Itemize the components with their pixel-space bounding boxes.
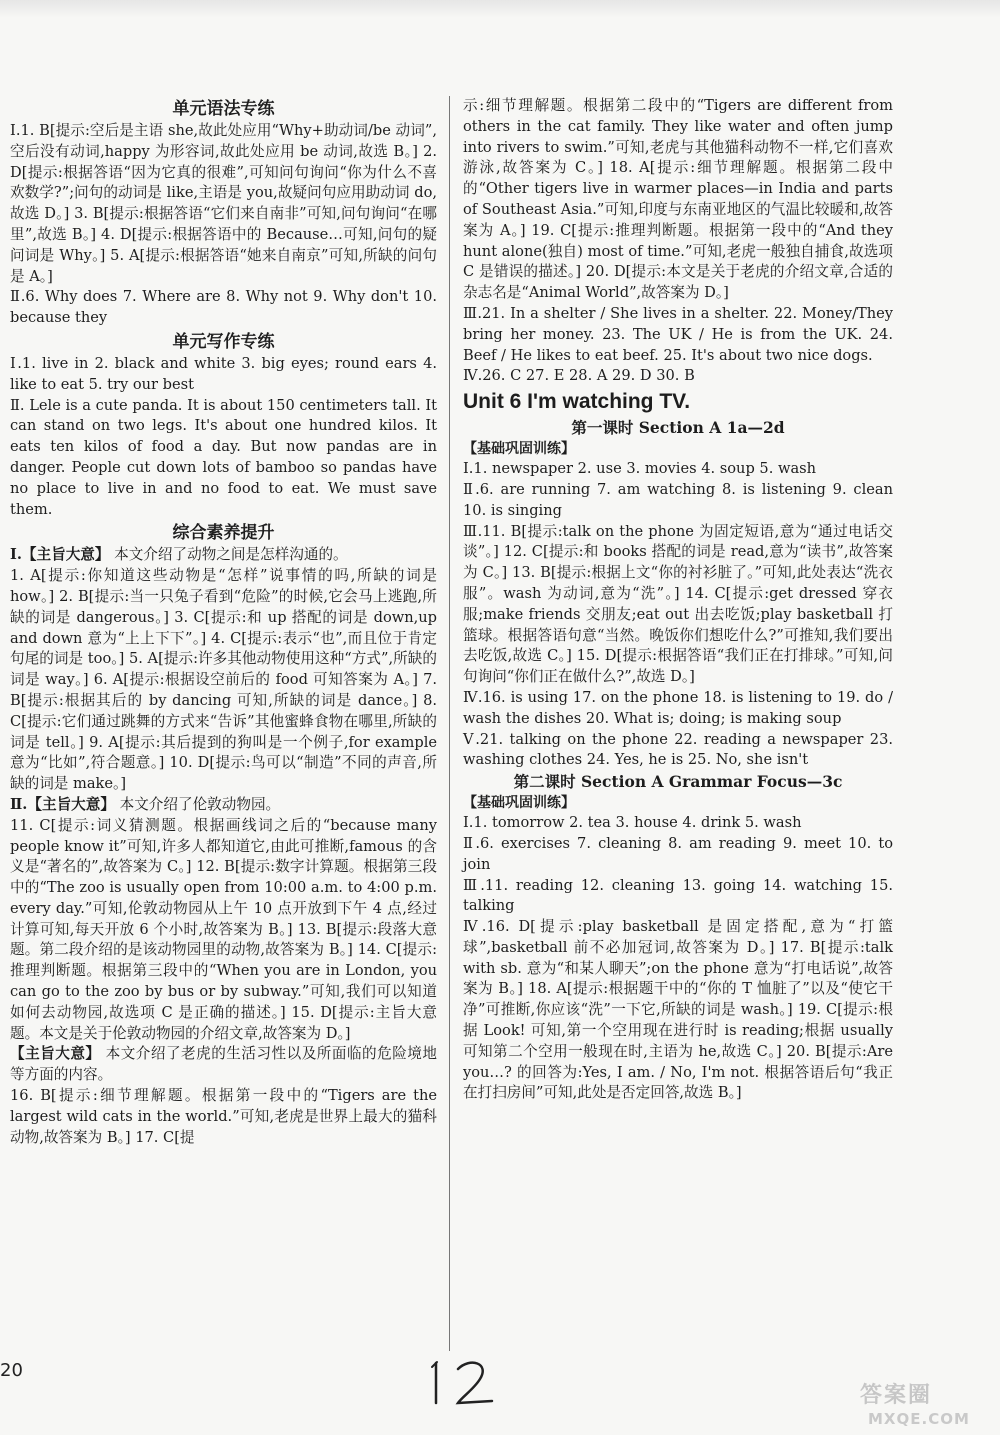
lesson-2-part-2: Ⅱ.6. exercises 7. cleaning 8. am reading 9. meet 10. to join: [463, 834, 893, 873]
watermark-top: 答案圈: [860, 1383, 933, 1408]
section-4-answers: Ⅳ.26. C 27. E 28. A 29. D 30. B: [463, 367, 695, 385]
main-idea-1-tag: Ⅰ.【主旨大意】: [10, 546, 110, 564]
lesson-2-subheading: 【基础巩固训练】: [463, 795, 575, 812]
comprehensive-heading: 综合素养提升: [172, 523, 275, 544]
writing-heading: 单元写作专练: [172, 331, 275, 352]
watermark-bottom: MXQE.COM: [868, 1410, 970, 1428]
lesson-1-part-3: Ⅲ.11. B[提示:talk on the phone 为固定短语,意为“通过电话交谈”。] 12. C[提示:和 books 搭配的词是 read,意为“读书”,故答案为 C。] 13. B[提示:根据上文“你的衬衫脏了。”可知,此处表达“洗衣服”。wash 为动词,意为“洗”。] 14. C[提示:get dressed 穿衣服;make friends 交朋友;eat out 出去吃饭;play basketball 打篮球。根据答语句意“当然。晚饭你们想吃什么?”可推知,我们要出去吃饭,故选 C。] 15. D[提示:根据答语“我们正在打排球。”可知,问句询问“你们正在做什么?”,故选 D。]: [463, 522, 893, 686]
lesson-1-part-1: Ⅰ.1. newspaper 2. use 3. movies 4. soup 5. wash: [463, 460, 817, 478]
right-column: [463, 96, 893, 1104]
lesson-1-part-5: Ⅴ.21. talking on the phone 22. reading a newspaper 23. washing clothes 24. Yes, he is 25. No, she isn't: [463, 730, 893, 769]
main-idea-3-tag: 【主旨大意】: [10, 1045, 101, 1063]
lesson-2-heading: 第二课时 Section A Grammar Focus—3c: [513, 772, 843, 792]
column-divider: [449, 96, 450, 1351]
main-idea-3: [10, 1044, 437, 1086]
lesson-1-subheading: 【基础巩固训练】: [463, 441, 575, 458]
main-idea-1: [10, 545, 437, 566]
main-idea-2-tag: Ⅱ.【主旨大意】: [10, 795, 115, 813]
unit-title: Unit 6 I'm watching TV.: [463, 390, 691, 414]
lesson-1-part-2: Ⅱ.6. are running 7. am watching 8. is listening 9. clean 10. is singing: [463, 480, 893, 519]
main-idea-2-text: 本文介绍了伦敦动物园。: [119, 795, 281, 813]
main-idea-1-text: 本文介绍了动物之间是怎样沟通的。: [114, 546, 348, 564]
handwritten-page-mark: [418, 1355, 506, 1407]
answers-17-20-cont: 示:细节理解题。根据第二段中的“Tigers are different from others in the cat family. They like water and often jump into rivers to swim.”可知,老虎与其他猫科动物不一样,它们喜欢游泳,故答案为 C。] 18. A[提示:细节理解题。根据第二段中的“Other tigers live in warmer places—in India and parts of Southeast Asia.”可知,印度与东南亚地区的气温比较暖和,故答案为 A。] 19. C[提示:推理判断题。根据第一段中的“And they hunt alone(独自) most of time.”可知,老虎一般独自捕食,故选项 C 是错误的描述。] 20. D[提示:本文是关于老虎的介绍文章,合适的杂志名是“Animal World”,故答案为 D。]: [463, 97, 893, 302]
answers-1-10: 1. A[提示:你知道这些动物是“怎样”说事情的吗,所缺的词是 how。] 2. B[提示:当一只兔子看到“危险”的时候,它会马上逃跑,所缺的词是 dangerous。] 3. C[提示:和 up 搭配的词是 down,up and down 意为“上上下下”。] 4. C[提示:表示“也”,而且位于肯定句尾的词是 too。] 5. A[提示:许多其他动物使用这种“方式”,所缺的词是 way。] 6. A[提示:根据设空前后的 food 可知答案为 A。] 7. B[提示:根据其后的 by dancing 可知,所缺的词是 dance。] 8. C[提示:它们通过跳舞的方式来“告诉”其他蜜蜂食物在哪里,所缺的词是 tell。] 9. A[提示:其后提到的狗叫是一个例子,for example 意为“比如”,符合题意。] 10. D[提示:鸟可以“制造”不同的声音,所缺的词是 make。]: [10, 567, 437, 793]
grammar-section-2: Ⅱ.6. Why does 7. Where are 8. Why not 9. Why don't 10. because they: [10, 288, 437, 327]
page-number: 20: [0, 1360, 23, 1381]
main-idea-3-text: 本文介绍了老虎的生活习性以及所面临的危险境地等方面的内容。: [10, 1045, 437, 1084]
grammar-heading: 单元语法专练: [172, 99, 275, 119]
answers-16-17: 16. B[提示:细节理解题。根据第一段中的“Tigers are the largest wild cats in the world.”可知,老虎是世界上最大的猫科动物,故答案为 B。] 17. C[提: [10, 1087, 437, 1146]
lesson-1-heading: 第一课时 Section A 1a—2d: [571, 418, 785, 438]
main-idea-2: [10, 795, 437, 816]
lesson-2-part-1: Ⅰ.1. tomorrow 2. tea 3. house 4. drink 5. wash: [463, 814, 802, 832]
writing-section-1: Ⅰ.1. live in 2. black and white 3. big eyes; round ears 4. like to eat 5. try our best: [10, 354, 437, 393]
answers-11-15: 11. C[提示:词义猜测题。根据画线词之后的“because many people know it”可知,许多人都知道它,由此可推断,famous 的含义是“著名的”,故答案为 C。] 12. B[提示:数字计算题。根据第三段中的“The zoo is usually open from 10:00 a.m. to 4:00 p.m. every day.”可知,伦敦动物园从上午 10 点开放到下午 4 点,经过计算可知,每天开放 6 个小时,故答案为 B。] 13. B[提示:段落大意题。第二段介绍的是该动物园里的动物,故答案为 B。] 14. C[提示:推理判断题。根据第三段中的“When you are in London, you can go to the zoo by bus or by subway.”可知,我们可以知道如何去动物园,故选项 C 是正确的描述。] 15. D[提示:主旨大意题。本文是关于伦敦动物园的介绍文章,故答案为 D。]: [10, 816, 437, 1042]
section-3-answers: Ⅲ.21. In a shelter / She lives in a shelter. 22. Money/They bring her money. 23. The UK / He is from the UK. 24. Beef / He likes to eat beef. 25. It's about two nice dogs.: [463, 304, 893, 364]
lesson-2-part-4: Ⅳ.16. D[提示:play basketball 是固定搭配,意为“打篮球”,basketball 前不必加冠词,故答案为 D。] 17. B[提示:talk with sb. 意为“和某人聊天”;on the phone 意为“打电话说”,故答案为 B。] 18. A[提示:根据题干中的“你的 T 恤脏了”以及“使它干净”可推断,你应该“洗”一下它,所缺的词是 wash。] 19. C[提示:根据 Look! 可知,第一个空用现在进行时 is reading;根据 usually 可知第二个空用一般现在时,主语为 he,故选 C。] 20. B[提示:Are you…? 的回答为:Yes, I am. / No, I'm not. 根据答语后句“我正在打扫房间”可知,此处是否定回答,故选 B。]: [463, 918, 893, 1102]
left-column: [10, 96, 437, 1148]
grammar-section-1: Ⅰ.1. B[提示:空后是主语 she,故此处应用“Why+助动词/be 动词”,空后没有动词,happy 为形容词,故此处应用 be 动词,故选 B。] 2. D[提示:根据答语“因为它真的很难”,可知问句询问“你为什么不喜欢数学?”;问句的动词是 like,主语是 you,故疑问句应用助动词 do,故选 D。] 3. B[提示:根据答语“它们来自南非”可知,问句询问“在哪里”,故选 B。] 4. D[提示:根据答语中的 Because…可知,问句的疑问词是 Why。] 5. A[提示:根据答语“她来自南京”可知,所缺的问句是 A。]: [10, 122, 437, 285]
scan-shadow: [0, 0, 1000, 18]
writing-section-2: Ⅱ. Lele is a cute panda. It is about 150 centimeters tall. It can stand on two legs. It's about one hundred kilos. It eats ten kilos of food a day. But now pandas are in danger. People cut down lots of bamboo so pandas have no place to live in and no food to eat. We must save them.: [10, 396, 437, 518]
lesson-2-part-3: Ⅲ.11. reading 12. cleaning 13. going 14. watching 15. talking: [463, 876, 893, 915]
lesson-1-part-4: Ⅳ.16. is using 17. on the phone 18. is listening to 19. do / wash the dishes 20. What is; doing; is making soup: [463, 688, 893, 727]
